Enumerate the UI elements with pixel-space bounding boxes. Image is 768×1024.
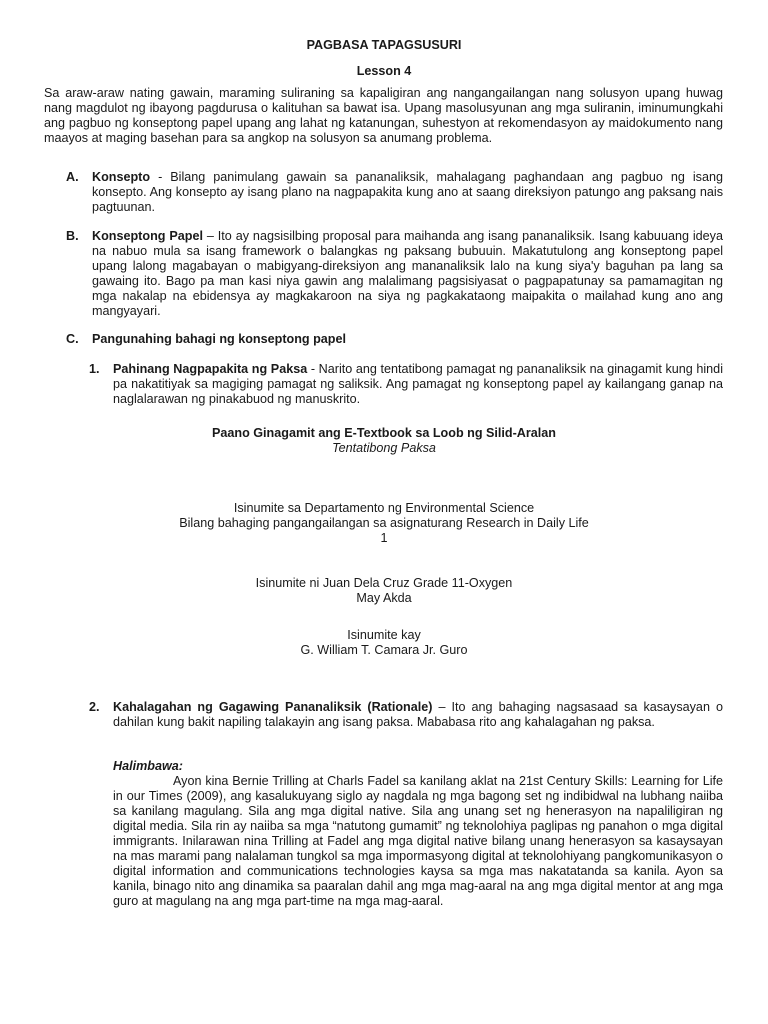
- submitted-to-department: Isinumite sa Departamento ng Environmental Science: [233, 501, 535, 515]
- section-c-term: Pangunahing bahagi ng konseptong papel: [92, 332, 346, 346]
- part-2-text: – Ito ang bahaging nagsasaad sa kasaysayan o dahilan kung bakit napiling talakayin ang isang paksa. Mababasa rito ang kahalagahan ng paksa.: [113, 700, 723, 729]
- requirement-number: 1: [380, 531, 388, 545]
- section-a-term: Konsepto: [92, 170, 151, 184]
- section-a: [66, 170, 723, 215]
- document-title: PAGBASA TAPAGSUSURI: [306, 38, 462, 52]
- part-2-term: Kahalagahan ng Gagawing Pananaliksik (Rationale): [113, 700, 433, 714]
- section-a-letter: A.: [66, 170, 79, 184]
- section-b-term: Konseptong Papel: [92, 229, 203, 243]
- intro-paragraph: Sa araw-araw nating gawain, maraming suliraning sa kapaligiran ang nangangailangan nang solusyon upang huwag nang magdulot ng ibayong pagdurusa o kalituhan sa bawat isa. Upang masolusyunan ang mga suliranin, iminumungkahi ang pagbuo ng konseptong papel upang ang lahat ng katanungan, suhestyon at rekomendasyon ay maidokumento nang maayos at maging basehan para sa angkop na solusyon sa anumang problema.: [44, 86, 723, 145]
- author-label: May Akda: [356, 591, 412, 605]
- submitted-by: Isinumite ni Juan Dela Cruz Grade 11-Oxygen: [255, 576, 513, 590]
- part-2: [89, 700, 723, 730]
- section-b-text: – Ito ay nagsisilbing proposal para maihanda ang isang pananaliksik. Isang kabuuang ideya na nabuo mula sa isang framework o balangkas ng paksang bubuuin. Makatutulong ang konseptong papel upang lalong magabayan o mabigyang-direksiyon ang mananaliksik lalo na kung siya'y baguhan pa lang sa gawaing ito. Bago pa man kasi niya gawin ang malalimang pagsisiyasat o pagpapatunay sa pamamagitan ng mga nakalap na ebidensya ay magkakaroon na siya ng pagkakataong maipakita o mailahad kung ano ang mangyayari.: [92, 229, 723, 318]
- section-c-letter: C.: [66, 332, 79, 346]
- part-1-body: [113, 362, 723, 407]
- part-1: [89, 362, 723, 407]
- section-c: [66, 332, 723, 347]
- section-a-text: - Bilang panimulang gawain sa pananaliksik, mahalagang paghandaan ang pagbuo ng isang konsepto. Ang konsepto ay isang plano na nagpapakita kung ano at saang direksiyon patungo ang paksang nais pagtuunan.: [92, 170, 723, 214]
- teacher-name: G. William T. Camara Jr. Guro: [300, 643, 468, 657]
- example-text: Ayon kina Bernie Trilling at Charls Fadel sa kanilang aklat na 21st Century Skills: Learning for Life in our Times (2009), ang kasalukuyang siglo ay nagdala ng mga bagong set ng indibidwal na lubhang naiiba sa kanilang magulang. Sila ang mga digital native. Sila ang unang set ng henerasyon na napaliligiran ng digital media. Sila rin ay naiiba sa mga “natutong gumamit” ng teknolohiya paglipas ng panahon o mga digital immigrants. Inilarawan nina Trilling at Fadel ang mga digital native bilang unang henerasyon sa kasaysayan na mas marami pang nalalaman tungkol sa mga impormasyong digital at teknolohiyang pangkomunikasyon o digital information and communications technologies kaysa sa mga mas nakatatanda sa kanila. Ayon sa kanila, binago nito ang dinamika sa paaralan dahil ang mga mag-aaral na ang mga digital mentor at ang mga guro at magulang na ang mga part-time na mga mag-aaral.: [113, 774, 723, 908]
- section-b-letter: B.: [66, 229, 79, 243]
- part-1-text: - Narito ang tentatibong pamagat ng pananaliksik na ginagamit kung hindi pa nakatitiyak sa magiging pamagat ng saliksik. Ang pamagat ng konseptong papel ay kailangang ganap na naglalarawan ng pinakabuod ng manuskrito.: [113, 362, 723, 406]
- section-b: [66, 229, 723, 319]
- part-1-number: 1.: [89, 362, 100, 376]
- part-2-body: [113, 700, 723, 730]
- part-2-number: 2.: [89, 700, 100, 714]
- tentative-topic-label: Tentatibong Paksa: [332, 441, 436, 455]
- tentative-topic: Paano Ginagamit ang E-Textbook sa Loob ng Silid-Aralan: [211, 426, 557, 440]
- part-1-term: Pahinang Nagpapakita ng Paksa: [113, 362, 308, 376]
- example-block: [113, 759, 723, 909]
- requirement-line: Bilang bahaging pangangailangan sa asignaturang Research in Daily Life: [179, 516, 589, 530]
- example-heading: Halimbawa:: [113, 759, 183, 773]
- lesson-label: Lesson 4: [356, 64, 412, 78]
- submitted-to-label: Isinumite kay: [347, 628, 421, 642]
- section-b-body: [92, 229, 723, 319]
- section-a-body: [92, 170, 723, 215]
